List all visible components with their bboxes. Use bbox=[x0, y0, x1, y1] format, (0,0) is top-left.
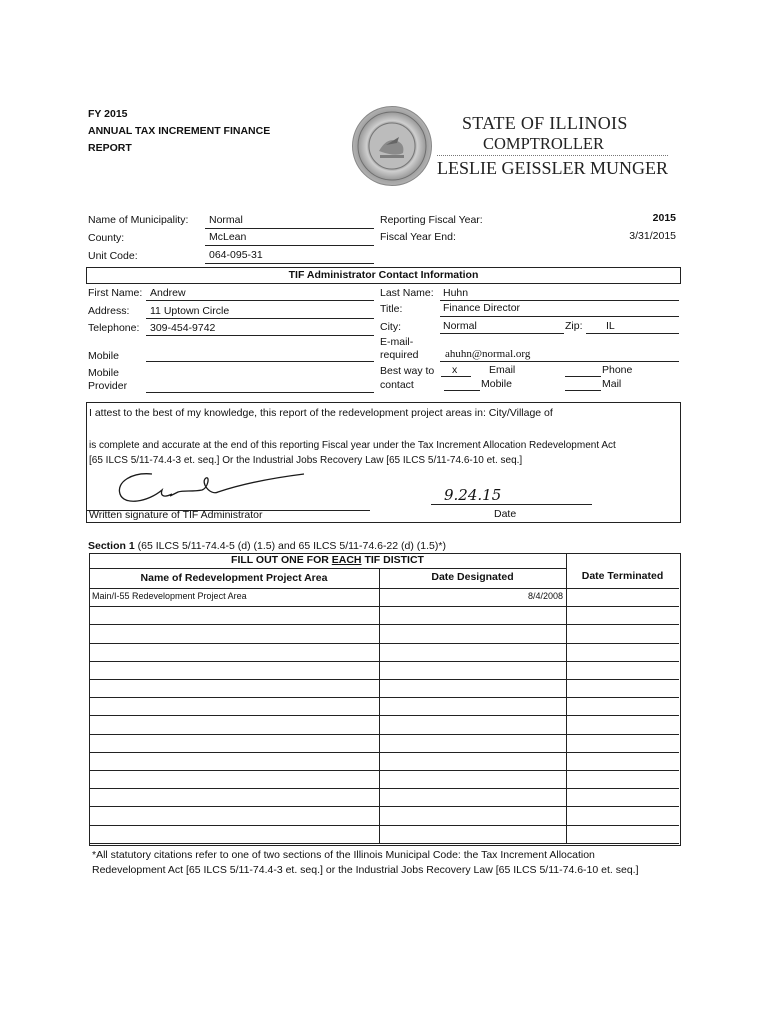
footnote-line-1: *All statutory citations refer to one of two sections of the Illinois Municipal Code: the Tax Increment Allocation bbox=[92, 849, 595, 861]
fiscal-year-value: 2015 bbox=[652, 212, 676, 224]
report-title-sub: REPORT bbox=[88, 142, 132, 154]
fiscal-end-value: 3/31/2015 bbox=[629, 230, 676, 242]
address-underline bbox=[146, 318, 374, 319]
project-area-name: Main/I-55 Redevelopment Project Area bbox=[92, 591, 247, 601]
email-label-line2: required bbox=[380, 349, 419, 361]
col-header-designated: Date Designated bbox=[431, 571, 514, 583]
signature-date-handwritten: 9.24.15 bbox=[444, 486, 502, 504]
table-row-divider bbox=[89, 806, 679, 807]
fill-out-each: EACH bbox=[331, 554, 362, 566]
table-row-divider bbox=[89, 825, 679, 826]
first-name-label: First Name: bbox=[88, 287, 143, 299]
table-row-divider bbox=[89, 661, 679, 662]
telephone-value: 309-454-9742 bbox=[150, 322, 216, 334]
contact-section-title: TIF Administrator Contact Information bbox=[288, 269, 479, 281]
unit-code-underline bbox=[205, 263, 374, 264]
unit-code-label: Unit Code: bbox=[88, 250, 138, 262]
signature-label: Written signature of TIF Administrator bbox=[89, 509, 263, 521]
table-row-divider bbox=[89, 788, 679, 789]
report-title-year: FY 2015 bbox=[88, 108, 128, 120]
attest-line-2: is complete and accurate at the end of this reporting Fiscal year under the Tax Increment Allocation Redevelopment Act bbox=[89, 440, 616, 451]
zip-label: Zip: bbox=[565, 320, 583, 332]
county-underline bbox=[205, 245, 374, 246]
contact-section-header bbox=[86, 267, 681, 284]
email-value: ahuhn@normal.org bbox=[445, 348, 531, 360]
telephone-label: Telephone: bbox=[88, 322, 140, 334]
section1-heading bbox=[88, 540, 446, 552]
date-designated-value: 8/4/2008 bbox=[527, 591, 563, 601]
county-label: County: bbox=[88, 232, 125, 244]
date-label: Date bbox=[494, 508, 517, 520]
section1-heading-bold: Section 1 bbox=[88, 540, 135, 552]
telephone-underline bbox=[146, 335, 374, 336]
last-name-label: Last Name: bbox=[380, 287, 434, 299]
email-option-blank bbox=[441, 376, 471, 377]
fiscal-end-label: Fiscal Year End: bbox=[380, 231, 456, 243]
mobile-provider-label-line1: Mobile bbox=[88, 367, 119, 379]
last-name-underline bbox=[440, 300, 679, 301]
email-option-label: Email bbox=[489, 364, 516, 376]
table-row-divider bbox=[89, 734, 679, 735]
email-label-line1: E-mail- bbox=[380, 336, 414, 348]
state-name: STATE OF ILLINOIS bbox=[462, 113, 628, 133]
title-underline bbox=[440, 316, 679, 317]
attest-line-1: I attest to the best of my knowledge, this report of the redevelopment project areas in: City/Village of bbox=[89, 407, 553, 419]
municipality-label: Name of Municipality: bbox=[88, 214, 189, 226]
report-title bbox=[88, 106, 270, 157]
county-value: McLean bbox=[209, 231, 247, 243]
mail-option-blank bbox=[565, 390, 601, 391]
address-label: Address: bbox=[88, 305, 130, 317]
table-row-divider bbox=[89, 679, 679, 680]
table-row-divider bbox=[89, 697, 679, 698]
best-way-label-line2: contact bbox=[380, 379, 414, 391]
attest-line-3: [65 ILCS 5/11-74.4-3 et. seq.] Or the Industrial Jobs Recovery Law [65 ILCS 5/11-74.6-10 et. seq.] bbox=[89, 455, 523, 466]
phone-option-blank bbox=[565, 376, 601, 377]
email-underline bbox=[440, 361, 679, 362]
municipality-underline bbox=[205, 228, 374, 229]
municipality-value: Normal bbox=[209, 214, 243, 226]
address-value: 11 Uptown Circle bbox=[150, 305, 230, 317]
terminated-col-divider bbox=[566, 553, 567, 844]
table-row-divider bbox=[89, 643, 679, 644]
title-label: Title: bbox=[380, 303, 403, 315]
first-name-value: Andrew bbox=[150, 287, 186, 299]
last-name-value: Huhn bbox=[443, 287, 469, 299]
best-way-label-line1: Best way to bbox=[380, 365, 435, 377]
comptroller-name: LESLIE GEISSLER MUNGER bbox=[437, 155, 668, 179]
section1-heading-citation: (65 ILCS 5/11-74.4-5 (d) (1.5) and 65 ILCS 5/11-74.6-22 (d) (1.5)*) bbox=[134, 540, 446, 552]
header-row-divider bbox=[89, 588, 679, 589]
table-row-divider bbox=[89, 843, 679, 844]
footnote-line-2: Redevelopment Act [65 ILCS 5/11-74.4-3 et. seq.] or the Industrial Jobs Recovery Law [65 ILCS 5/11-74.6-10 et. seq.] bbox=[92, 864, 639, 876]
mobile-provider-label-line2: Provider bbox=[88, 380, 128, 392]
date-underline bbox=[431, 504, 592, 505]
phone-option-label: Phone bbox=[602, 364, 633, 376]
fill-out-prefix: FILL OUT ONE FOR bbox=[231, 554, 332, 566]
first-name-underline bbox=[146, 300, 374, 301]
table-row-divider bbox=[89, 715, 679, 716]
mobile-option-blank bbox=[444, 390, 480, 391]
designated-col-divider bbox=[379, 568, 380, 844]
table-row-divider bbox=[89, 752, 679, 753]
city-value: Normal bbox=[443, 320, 477, 332]
col-header-name: Name of Redevelopment Project Area bbox=[140, 572, 328, 584]
mobile-underline bbox=[146, 361, 374, 362]
mobile-provider-underline bbox=[146, 392, 374, 393]
email-option-mark: x bbox=[452, 364, 458, 376]
office-name: COMPTROLLER bbox=[483, 134, 605, 153]
zip-underline bbox=[586, 333, 679, 334]
mobile-label: Mobile bbox=[88, 350, 119, 362]
table-row-divider bbox=[89, 606, 679, 607]
mobile-option-label: Mobile bbox=[481, 378, 512, 390]
zip-value: IL bbox=[606, 320, 615, 332]
city-underline bbox=[440, 333, 564, 334]
table-row-divider bbox=[89, 770, 679, 771]
report-title-main: ANNUAL TAX INCREMENT FINANCE bbox=[88, 125, 271, 137]
instruction-divider bbox=[89, 568, 566, 569]
state-seal-icon bbox=[352, 106, 432, 186]
fiscal-year-label: Reporting Fiscal Year: bbox=[380, 214, 483, 226]
col-header-terminated: Date Terminated bbox=[581, 570, 664, 582]
fill-out-suffix: TIF DISTICT bbox=[361, 554, 424, 566]
city-label: City: bbox=[380, 321, 401, 333]
administrator-signature bbox=[112, 468, 312, 512]
mail-option-label: Mail bbox=[602, 378, 622, 390]
fill-out-instruction bbox=[89, 554, 566, 566]
unit-code-value: 064-095-31 bbox=[209, 249, 263, 261]
table-row-divider bbox=[89, 624, 679, 625]
title-value: Finance Director bbox=[443, 302, 521, 314]
